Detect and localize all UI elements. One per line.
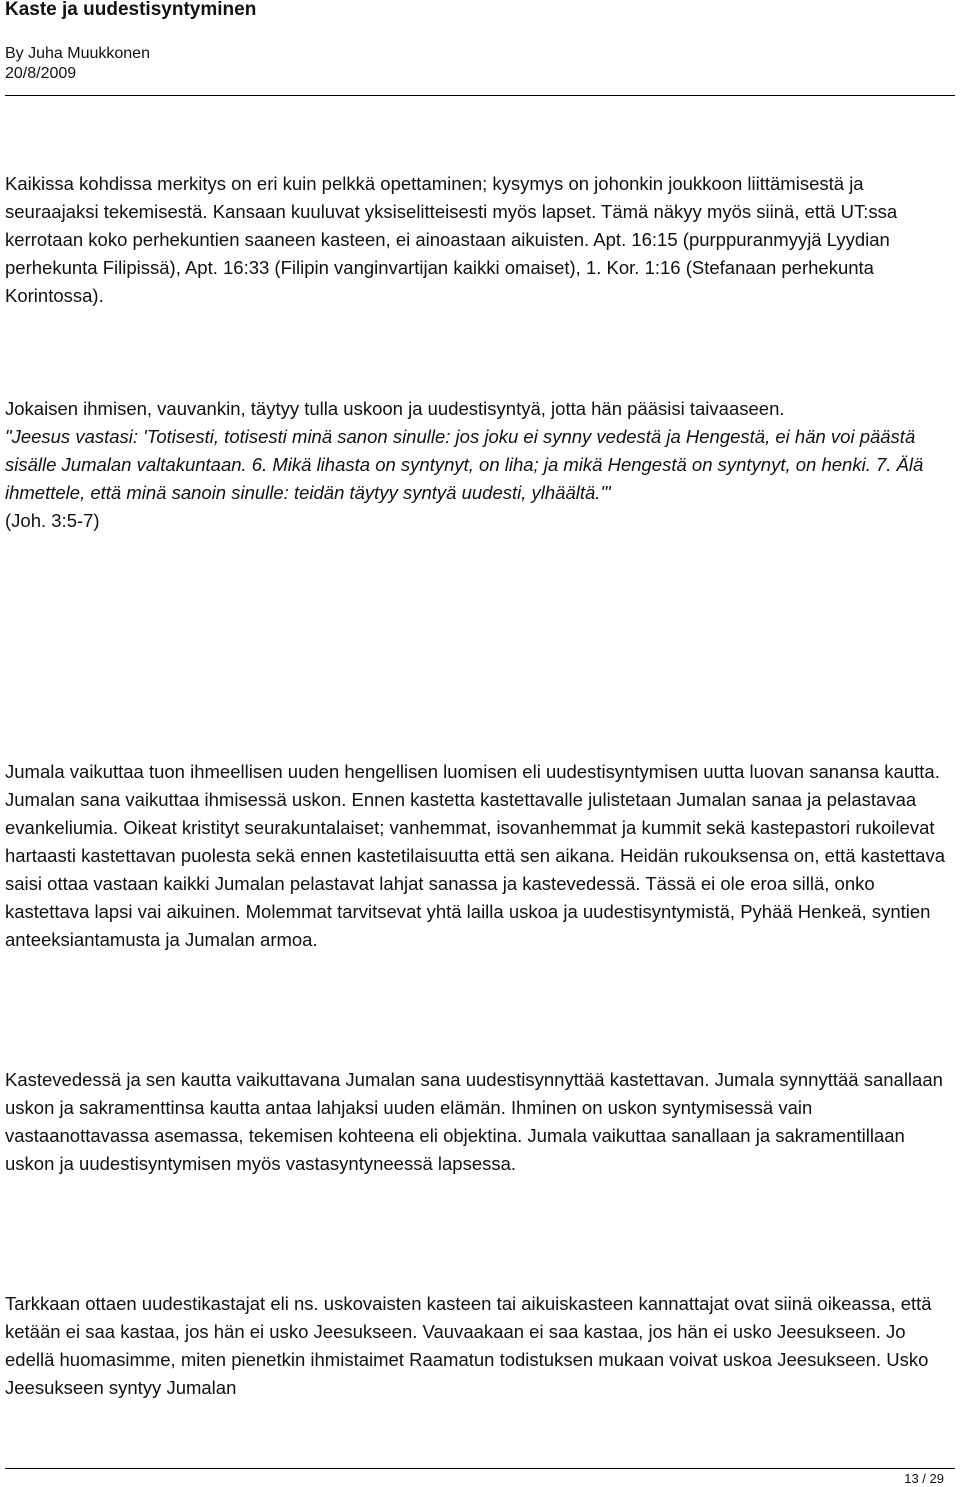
paragraph-word-creates-faith: Jumala vaikuttaa tuon ihmeellisen uuden hengellisen luomisen eli uudestisyntymisen uutta luovan sanansa kautta. Jumalan sana vaikuttaa ihmisessä uskon. Ennen kastetta kastettavalle julistetaan Jumalan sanaa ja pelastavaa evankeliumia. Oikeat kristityt seurakuntalaiset; vanhemmat, isovanhemmat ja kummit sekä kastepastori rukoilevat hartaasti kastettavan puolesta sekä ennen kastetilaisuutta että sen aikana. Heidän rukouksensa on, että kastettava saisi ottaa vastaan kaikki Jumalan pelastavat lahjat sanassa ja kastevedessä. Tässä ei ole eroa sillä, onko kastettava lapsi vai aikuinen. Molemmat tarvitsevat yhtä lailla uskoa ja uudestisyntymistä, Pyhää Henkeä, syntien anteeksiantamusta ja Jumalan armoa. [5,761,945,950]
date-line: 20/8/2009 [5,65,77,82]
paragraph-rebirth-quote [5,395,955,535]
paragraph-anabaptists: Tarkkaan ottaen uudestikastajat eli ns. uskovaisten kasteen tai aikuiskasteen kannattajat ovat siinä oikeassa, että ketään ei saa kastaa, jos hän ei usko Jeesukseen. Vauvaakaan ei saa kastaa, jos hän ei usko Jeesukseen. Jo edellä huomasimme, miten pienetkin ihmistaimet Raamatun todistuksen mukaan voivat uskoa Jeesukseen. Usko Jeesukseen syntyy Jumalan [5,1293,932,1398]
paragraph-rebirth-intro: Jokaisen ihmisen, vauvankin, täytyy tulla uskoon ja uudestisyntyä, jotta hän pääsisi taivaaseen. [5,398,785,419]
paragraph-baptismal-water: Kastevedessä ja sen kautta vaikuttavana Jumalan sana uudestisynnyttää kastettavan. Jumala synnyttää sanallaan uskon ja sakramenttinsa kautta antaa lahjaksi uuden elämän. Ihminen on uskon syntymisessä vain vastaanottavassa asemassa, tekemisen kohteena eli objektina. Jumala vaikuttaa sanallaan ja sakramentillaan uskon ja uudestisyntymisen myös vastasyntyneessä lapsessa. [5,1069,943,1174]
document-header [5,0,955,84]
author-line: By Juha Muukkonen [5,45,150,62]
paragraph-household-baptism: Kaikissa kohdissa merkitys on eri kuin pelkkä opettaminen; kysymys on johonkin joukkoon liittämisestä ja seuraajaksi tekemisestä. Kansaan kuuluvat yksiselitteisesti myös lapset. Tämä näkyy myös siinä, että UT:ssa kerrotaan koko perhekuntien saaneen kasteen, ei ainoastaan aikuisten. Apt. 16:15 (purppuranmyyjä Lyydian perhekunta Filipissä), Apt. 16:33 (Filipin vanginvartijan kaikki omaiset), 1. Kor. 1:16 (Stefanaan perhekunta Korintossa). [5,173,898,306]
document-title: Kaste ja uudestisyntyminen [5,0,257,20]
footer-divider [5,1468,955,1469]
header-divider [5,95,955,96]
page-number: 13 / 29 [904,1471,944,1486]
bible-reference: (Joh. 3:5-7) [5,510,100,531]
bible-quote-john: "Jeesus vastasi: 'Totisesti, totisesti minä sanon sinulle: jos joku ei synny vedestä ja Hengestä, ei hän voi päästä sisälle Jumalan valtakuntaan. 6. Mikä lihasta on syntynyt, on liha; ja mikä Hengestä on syntynyt, on henki. 7. Älä ihmettele, että minä sanoin sinulle: teidän täytyy syntyä uudesti, ylhäältä.'" [5,426,924,503]
